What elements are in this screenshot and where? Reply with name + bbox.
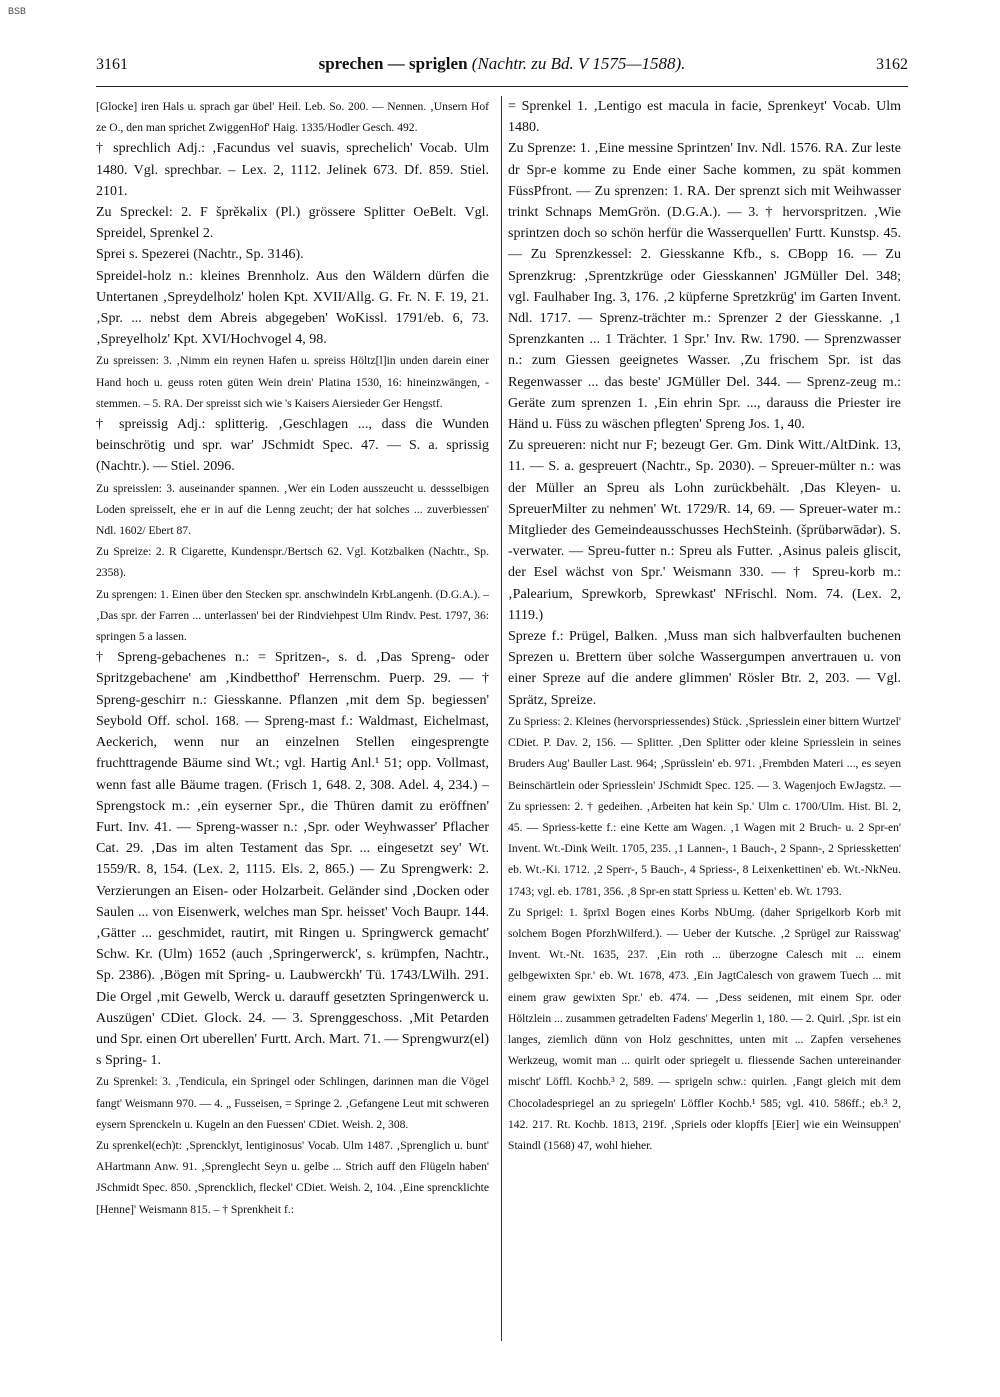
column-number-right: 3162 [876,56,908,73]
entry-paragraph: Sprei s. Spezerei (Nachtr., Sp. 3146). [96,247,304,263]
entry-paragraph: [Glocke] iren Hals u. sprach gar übel' Heil. Leb. So. 200. — Nennen. ‚Unsern Hof ze O., den man sprichet ZwiggenHof' Haig. 1335/Hodler Gesch. 492. [96,100,489,135]
entry-paragraph: Zu spreisslen: 3. auseinander spannen. ‚Wer ein Loden ausszeucht u. dessselbigen Loden spreisselt, ehe er in auf die Lenng zeucht; der hat solches ... zuverbiessen' Ndl. 1602/ Ebert 87. [96,481,489,538]
running-title [96,54,908,74]
entry-paragraph: † spreissig Adj.: splitterig. ‚Geschlagen ..., dass die Wunden beinschrötig und spr. war' JSchmidt Spec. 47. — S. a. sprissig (Nachtr.). — Stiel. 2096. [96,417,489,475]
entry-paragraph: Zu Sprenkel: 3. ‚Tendicula, ein Springel oder Schlingen, darinnen man die Vögel fangt' Weismann 970. — 4. „ Fusseisen, = Springe 2. ‚Gefangene Leut mit schweren eysern Sprenckeln u. Kugeln an den Fuessen' CDiet. Weish. 2, 308. [96,1075,489,1131]
entry-paragraph: Zu sprengen: 1. Einen über den Stecken spr. anschwindeln KrbLangenh. (D.G.A.). – ‚Das spr. der Farren ... unterlassen' bei der Rindviehpest Ulm Rindv. Pest. 1797, 36: springen 5 a lassen. [96,587,489,644]
column-divider [501,96,502,1341]
entry-paragraph: Zu Spriess: 2. Kleines (hervorspriessendes) Stück. ‚Spriesslein einer bittern Wurtzel' CDiet. P. Dav. 2, 156. — Splitter. ‚Den Splitter oder kleine Spriesslein in seines Bruders Aug' Bauller Last. 964; ‚Sprüsslein' eb. 971. ‚Frembden Materi ..., es seyen Beinschärtlein oder Spriesslein' JSchmidt Spec. 125. — 3. Wagenjoch EwJagstz. — Zu spriessen: 2. † gedeihen. ‚Arbeiten hat kein Sp.' Ulm c. 1700/Ulm. Hist. Bl. 2, 45. — Spriess-kette f.: eine Kette am Wagen. ‚1 Wagen mit 2 Bruch- u. 2 Spr-en' Invent. Wt.-Dink Weilt. 1705, 235. ‚1 Lannen-, 1 Bauch-, 2 Spann-, 2 Spriessketten' eb. Wt.-Ki. 1712. ‚2 Sperr-, 5 Bauch-, 4 Spriess-, 8 Leixenkettinen' eb. Wt.-NkNeu. 1743; vgl. eb. 1781, 356. ‚8 Spr-en statt Spriess u. Ketten' eb. Wt. 1793. [508,714,901,898]
entry-paragraph: = Sprenkel 1. ‚Lentigo est macula in facie, Sprenkeyt' Vocab. Ulm 1480. [508,99,901,136]
library-stamp: BSB [8,6,27,16]
entry-paragraph: Zu Sprigel: 1. šprīxl Bogen eines Korbs NbUmg. (daher Sprigelkorb Korb mit solchem Bogen PforzhWilferd.). — Ueber der Kutsche. ‚2 Sprügel zur Raisswag' Invent. Wt.-Nt. 1635, 237. ‚Ein roth ... überzogne Calesch mit ... einem gelbgewixten Spr.' eb. Wt. 1678, 473. ‚Ein JagtCalesch von grawem Tuech ... mit einem graw gewixten Spr.' eb. 474. — ‚Dess seidenen, mit einem Spr. oder Höltzlein ... zusammen getradelten Fadens' Megerlin 1, 180. — 2. Quirl. ‚Spr. ist ein langes, ziemlich dünn von Holz geschnittes, unten mit ... Zapfen versehenes Werkzeug, womit man ... quirlt oder spriegelt u. fliessende Sachen untereinander mischt' Löffl. Kochb.³ 2, 589. — sprigeln schw.: quirlen. ‚Fangt gleich mit dem Chocoladespriegel an zu spriegeln' Löffler Kochb.¹ 585; vgl. 410. 586ff.; eb.³ 2, 142. 217. Rt. Kochb. 1813, 219f. ‚Spriels oder klopffs [Eier] wie ein Weinsuppen' Staindl (1568) 47, wohl hieher. [508,905,901,1152]
entry-paragraph: † Spreng-gebachenes n.: = Spritzen-, s. d. ‚Das Spreng- oder Spritzgebachene' am ‚Kindbetthof' Herrenschm. Puerp. 29. — † Spreng-geschirr n.: Giesskanne. Pflanzen ‚mit dem Sp. begiessen' Seybold Off. schol. 168. — Spreng-mast f.: Waldmast, Eichelmast, Aeckerich, wenn nur an einzelnen Stellen eingesprengte fruchttragende Bäume sind Wt.; vgl. Hartig Anl.¹ 51; opp. Vollmast, wenn fast alle Bäume tragen. (Frisch 1, 648. 2, 308. Adel. 4, 234.) – Sprengstock m.: ‚ein eyserner Spr., die Thüren damit zu eröffnen' Furt. Inv. 41. — Spreng-wasser n.: ‚Spr. oder Weyhwasser' Pflacher Cat. 29. ‚Das im alten Testament das Spr. ... eingesetzt sey' Wt. 1559/R. 8, 154. (Lex. 2, 1115. Els. 2, 865.) — Zu Sprengwerk: 2. Verzierungen an Eisen- oder Holzarbeit. Geländer sind ‚Docken oder Saulen ... von Eisenwerk, welches man Spr. heisset' Voch Baupr. 144. ‚Gätter ... geschmidet, rautirt, mit Ringen u. Springwerck gemacht' Schw. Kr. (Ulm) 1652 (auch ‚Springerwerck', s. krümpfen, Nachtr., Sp. 2386). ‚Bögen mit Spring- u. Laubwerckh' Tü. 1743/LWilh. 291. Die Orgel ‚mit Gewelb, Werck u. darauff gesetzten Springenwerck u. Auszügen' CDiet. Glock. 24. — 3. Sprenggeschoss. ‚Mit Petarden und Spr. einen Ort uberellen' Furtt. Arch. Mart. 71. — Sprengwurz(el) s Spring- 1. [96,650,489,1069]
entry-paragraph: Spreze f.: Prügel, Balken. ‚Muss man sich halbverfaulten buchenen Sprezen u. Brettern über solche Wassergumpen anvertrauen u. von einer Spreze auf die andere glimmen' Rösler Btr. 2, 203. — Vgl. Sprätz, Spreize. [508,629,901,708]
left-column [96,96,489,1346]
running-note: (Nachtr. zu Bd. V 1575—1588). [471,54,686,73]
header-rule [96,86,908,87]
running-headwords: sprechen — spriglen [318,54,468,73]
entry-paragraph: Zu sprenkel(ech)t: ‚Sprencklyt, lentiginosus' Vocab. Ulm 1487. ‚Sprenglich u. bunt' AHartmann Anw. 91. ‚Sprenglecht Seyn u. gelbe ... Strich auff den Flügeln haben' JSchmidt Spec. 850. ‚Sprencklich, fleckel' CDiet. Weish. 2, 104. ‚Eine sprencklichte [Henne]' Weismann 815. – † Sprenkheit f.: [96,1138,489,1216]
entry-paragraph: Zu Spreize: 2. R Cigarette, Kundenspr./Bertsch 62. Vgl. Kotzbalken (Nachtr., Sp. 2358). [96,545,489,580]
entry-paragraph: † sprechlich Adj.: ‚Facundus vel suavis, sprechelich' Vocab. Ulm 1480. Vgl. sprechbar. – Lex. 2, 1112. Jelinek 673. Df. 859. Stiel. 2101. [96,141,489,199]
entry-paragraph: Spreidel-holz n.: kleines Brennholz. Aus den Wäldern dürfen die Untertanen ‚Spreydelholz' holen Kpt. XVII/Allg. G. Fr. N. F. 19, 21. ‚Spr. ... nebst dem Abreis abgegeben' WoKissl. 1791/eb. 6, 73. ‚Spreyelholz' Kpt. XVI/Hochvogel 4, 98. [96,268,489,348]
entry-paragraph: Zu Sprenze: 1. ‚Eine messine Sprintzen' Inv. Ndl. 1576. RA. Zur leste dr Spr-e komme zu Ende einer Sache kommen, zu spät kommen FüssPfront. — Zu sprenzen: 1. RA. Der sprenzt sich mit Weihwasser trinkt Schnaps MemGrön. (D.G.A.). — 3. † hervorspritzen. ‚Wie sprintzen doch so schön herfür die Wasserquellen' Furtt. Kunstsp. 45. — Zu Sprenzkessel: 2. Giesskanne Kfb., s. CBopp 16. — Zu Sprenzkrug: ‚Sprentzkrüge oder Giesskannen' JGMüller Del. 348; vgl. Faulhaber Ing. 3, 176. ‚2 küpferne Spretzkrüg' im Garten Invent. Ndl. 1717. — Sprenz-trächter m.: Sprenzer 2 der Giesskanne. ‚1 Sprenzkanten ... 1 Trächter. 1 Spr.' Inv. Rw. 1790. — Sprenzwasser n.: zum Giessen geeignetes Wasser. ‚Zu frischem Spr. ist das Regenwasser ... das beste' JGMüller Del. 344. — Sprenz-zeug m.: Geräte zum sprenzen 1. ‚Ein ehrin Spr. ..., darauss die Priester ire Händ u. Füss zu wäschen pflegten' Spreng Jos. 1, 40. [508,141,901,433]
right-column [508,96,901,1346]
entry-paragraph: Zu spreissen: 3. ‚Nimm ein reynen Hafen u. spreiss Höltz[l]in unden darein einer Hand hoch u. geuss roten güten Wein drein' Platina 1530, 16: hineinzwängen, -stemmen. – 5. RA. Der spreisst sich wie 's Kaisers Aiersieder Ger Hengstf. [96,354,489,410]
page-header [96,52,908,82]
entry-paragraph: Zu spreueren: nicht nur F; bezeugt Ger. Gm. Dink Witt./AltDink. 13, 11. — S. a. gespreuert (Nachtr., Sp. 2030). – Spreuer-mülter n.: was der Müller an Spreu als Lohn zurückbehält. ‚Das Kleyen- u. SpreuerMilter zu nehmen' Wt. 1729/R. 14, 69. — Spreuer-water m.: Mitglieder des Gemeindeausschusses HechSteinh. (šprübərwādər). S. -verwater. — Spreu-futter n.: Spreu als Futter. ‚Asinus paleis gliscit, der Esel wächst von Spr.' Weismann 330. — † Spreu-korb m.: ‚Palearium, Sprewkorb, Sprewkast' NFrischl. Nom. 74. (Lex. 2, 1119.) [508,438,901,623]
entry-paragraph: Zu Spreckel: 2. F šprĕkəlix (Pl.) grössere Splitter OeBelt. Vgl. Spreidel, Sprenkel 2. [96,205,489,242]
column-number-left: 3161 [96,56,128,73]
